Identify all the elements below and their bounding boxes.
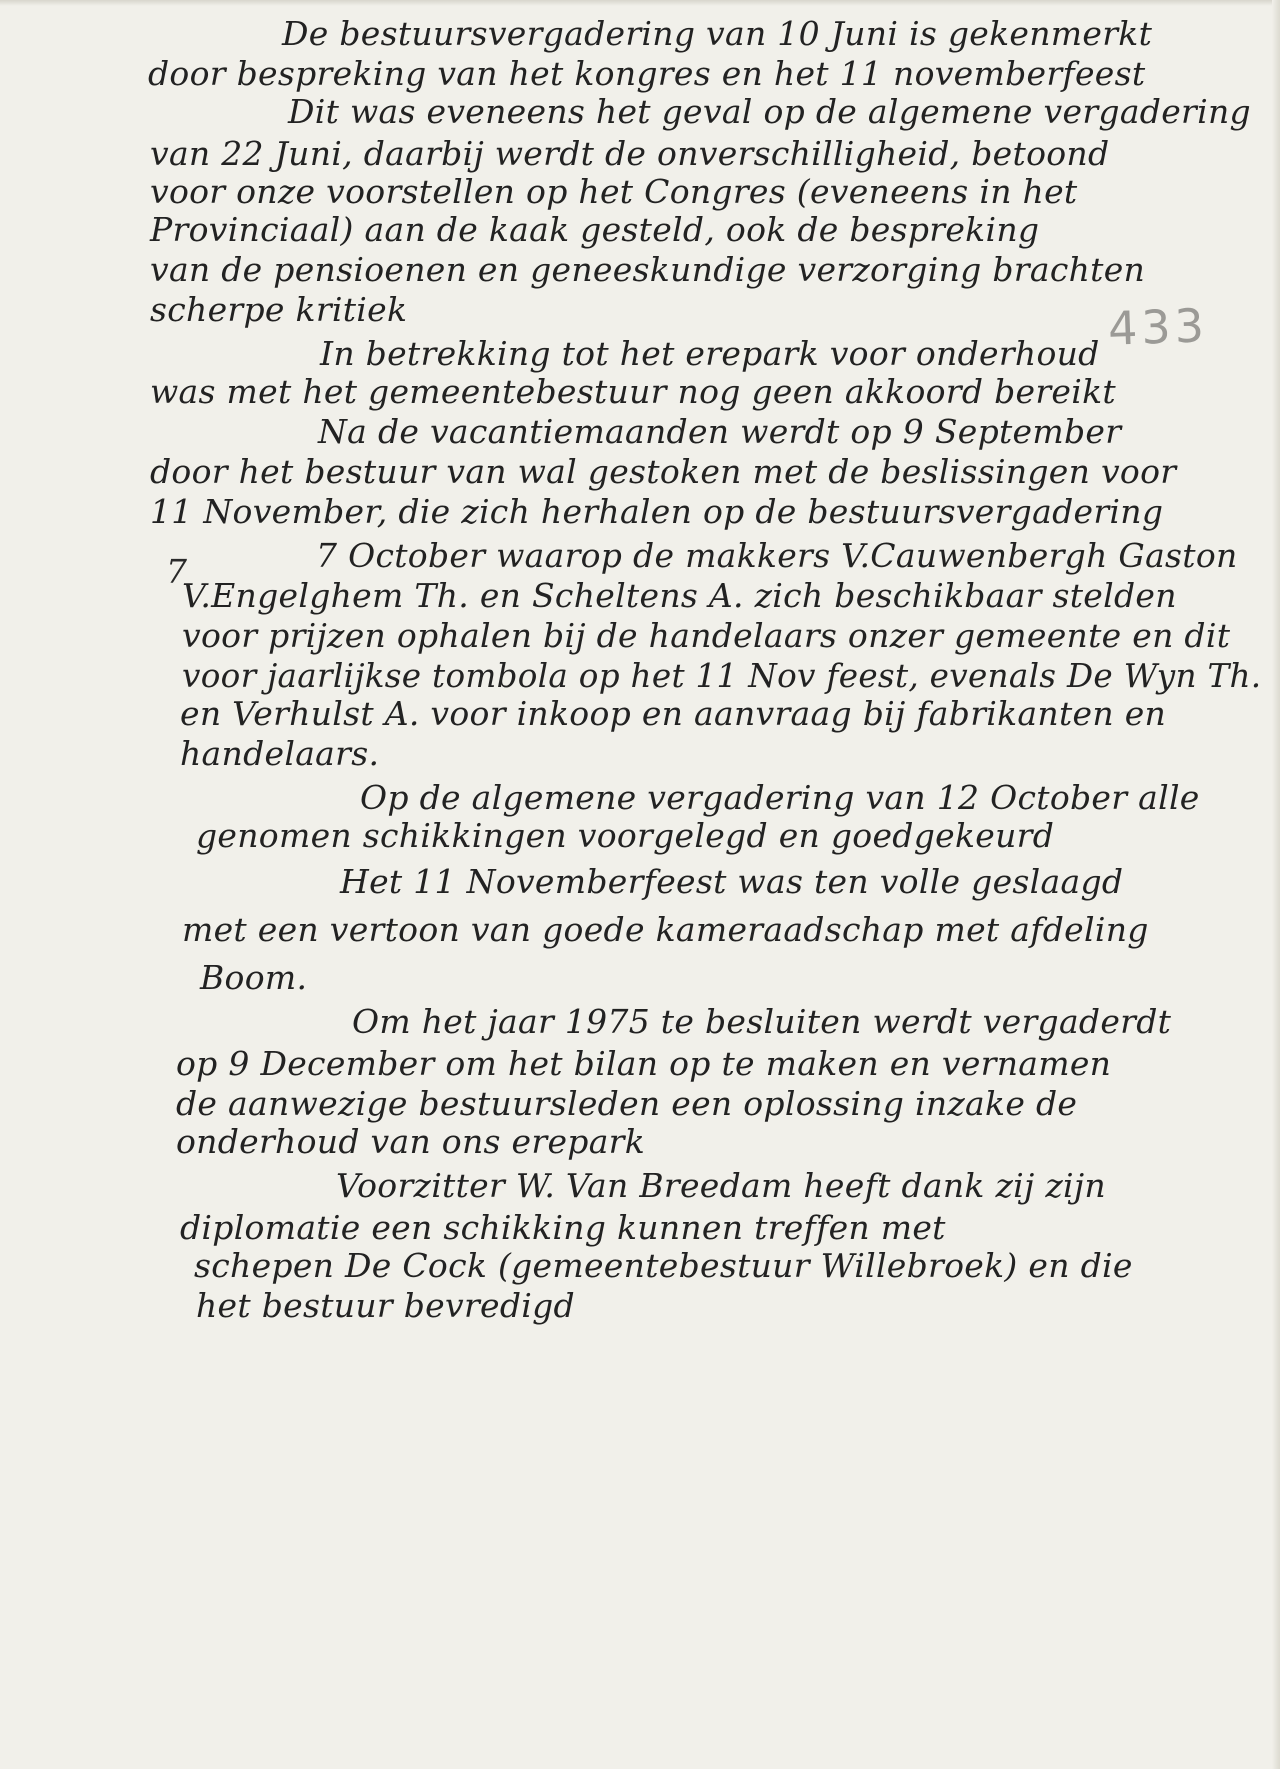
paper-edge-top bbox=[0, 0, 1280, 6]
page-number: 433 bbox=[1107, 298, 1209, 356]
text-line: schepen De Cock (gemeentebestuur Willebroek) en die bbox=[194, 1246, 1133, 1285]
text-line: op 9 December om het bilan op te maken en vernamen bbox=[176, 1044, 1112, 1083]
text-line: Om het jaar 1975 te besluiten werdt vergaderdt bbox=[352, 1002, 1172, 1041]
text-line: diplomatie een schikking kunnen treffen met bbox=[180, 1208, 946, 1247]
text-line: Provinciaal) aan de kaak gesteld, ook de bespreking bbox=[150, 210, 1040, 249]
text-line: handelaars. bbox=[180, 734, 380, 773]
margin-mark: 7 bbox=[166, 552, 187, 591]
text-line: en Verhulst A. voor inkoop en aanvraag bij fabrikanten en bbox=[180, 694, 1167, 733]
text-line: scherpe kritiek bbox=[150, 290, 408, 329]
text-line: Dit was eveneens het geval op de algemene vergadering bbox=[288, 92, 1251, 131]
text-line: Na de vacantiemaanden werdt op 9 September bbox=[318, 412, 1122, 451]
text-line: 11 November, die zich herhalen op de bestuursvergadering bbox=[150, 492, 1164, 531]
text-line: Op de algemene vergadering van 12 October alle bbox=[360, 778, 1200, 817]
text-line: van 22 Juni, daarbij werdt de onverschilligheid, betoond bbox=[150, 134, 1110, 173]
text-line: 7 October waarop de makkers V.Cauwenbergh Gaston bbox=[316, 536, 1238, 575]
text-line: de aanwezige bestuursleden een oplossing inzake de bbox=[176, 1084, 1078, 1123]
text-line: was met het gemeentebestuur nog geen akkoord bereikt bbox=[150, 372, 1116, 411]
text-line: door bespreking van het kongres en het 11 novemberfeest bbox=[148, 54, 1146, 93]
text-line: voor jaarlijkse tombola op het 11 Nov feest, evenals De Wyn Th. bbox=[182, 656, 1262, 695]
text-line: onderhoud van ons erepark bbox=[176, 1122, 646, 1161]
text-line: voor onze voorstellen op het Congres (eveneens in het bbox=[150, 172, 1078, 211]
text-line: met een vertoon van goede kameraadschap met afdeling bbox=[182, 910, 1149, 949]
text-line: genomen schikkingen voorgelegd en goedgekeurd bbox=[196, 816, 1055, 855]
text-line: De bestuursvergadering van 10 Juni is gekenmerkt bbox=[282, 14, 1153, 53]
text-line: het bestuur bevredigd bbox=[196, 1286, 575, 1325]
text-line: In betrekking tot het erepark voor onderhoud bbox=[320, 334, 1100, 373]
text-line: door het bestuur van wal gestoken met de beslissingen voor bbox=[150, 452, 1177, 491]
text-line: Voorzitter W. Van Breedam heeft dank zij zijn bbox=[336, 1166, 1106, 1205]
text-line: Het 11 Novemberfeest was ten volle geslaagd bbox=[340, 862, 1124, 901]
text-line: Boom. bbox=[200, 958, 308, 997]
text-line: voor prijzen ophalen bij de handelaars onzer gemeente en dit bbox=[182, 616, 1231, 655]
text-line: V.Engelghem Th. en Scheltens A. zich beschikbaar stelden bbox=[182, 576, 1177, 615]
text-line: van de pensioenen en geneeskundige verzorging brachten bbox=[150, 250, 1146, 289]
paper-edge-right bbox=[1272, 0, 1280, 1769]
